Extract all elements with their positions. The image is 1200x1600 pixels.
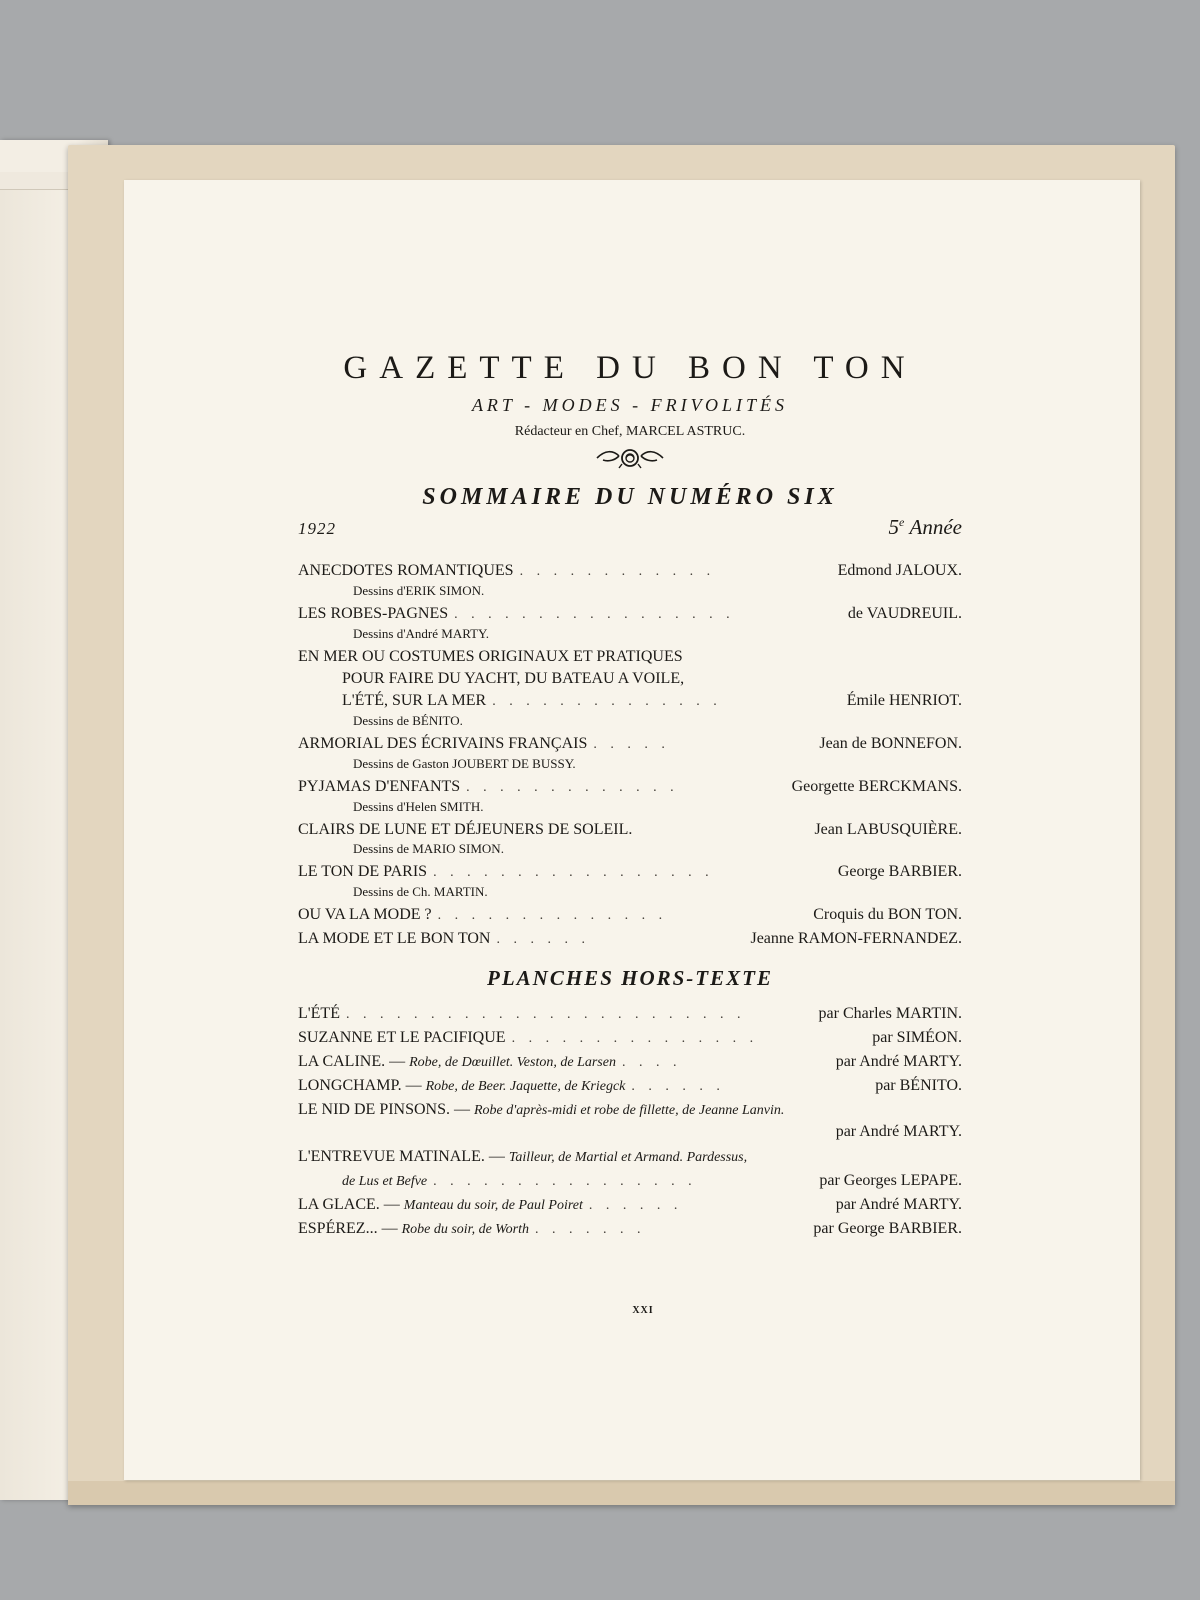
plate-entry xyxy=(298,1051,962,1073)
plate-entry xyxy=(298,1099,962,1121)
plate-title: L'ÉTÉ xyxy=(298,1005,340,1022)
year-row xyxy=(298,515,962,540)
plate-description: Manteau du soir, de Paul Poiret xyxy=(403,1198,583,1213)
plate-description: Robe du soir, de Worth xyxy=(401,1222,529,1237)
plate-description: Robe, de Beer. Jaquette, de Kriegck xyxy=(425,1079,626,1094)
toc-leader: . . . . . . xyxy=(496,932,590,947)
rose-fleuron-icon xyxy=(298,446,962,472)
plate-title-group xyxy=(298,1099,784,1121)
toc-leader: . . . . . xyxy=(593,737,670,752)
toc-title: OU VA LA MODE ? xyxy=(298,906,432,923)
toc-author: Émile HENRIOT. xyxy=(846,692,962,709)
plate-title-group xyxy=(298,1075,625,1097)
toc-title: CLAIRS DE LUNE ET DÉJEUNERS DE SOLEIL. xyxy=(298,821,633,838)
editor-line: Rédacteur en Chef, MARCEL ASTRUC. xyxy=(514,424,746,439)
annee-number: 5 xyxy=(888,515,899,539)
toc-title: L'ÉTÉ, SUR LA MER xyxy=(342,692,487,709)
plate-entry xyxy=(298,1194,962,1216)
toc-leader: . . . . . . . . . . . . . . . . . xyxy=(433,865,714,880)
toc-entry xyxy=(298,928,962,950)
toc-illustrator: Dessins de BÉNITO. xyxy=(353,713,463,728)
toc-leader: . . . . . . . . . . . . . . xyxy=(437,908,668,923)
toc-leader: . . . . . . . . . . . . . . xyxy=(492,694,722,709)
toc-illustrator: Dessins de MARIO SIMON. xyxy=(353,841,504,856)
toc-entry xyxy=(298,603,962,625)
plate-entry xyxy=(298,1075,962,1097)
toc-author: Croquis du BON TON. xyxy=(813,906,962,923)
plate-title: LA CALINE. — xyxy=(298,1053,406,1070)
toc-entry xyxy=(298,733,962,755)
plate-leader: . . . . . . . xyxy=(535,1222,646,1237)
toc-title: LE TON DE PARIS xyxy=(298,863,428,880)
plate-artist: par George BARBIER. xyxy=(813,1220,962,1237)
toc-illustrator: Dessins d'André MARTY. xyxy=(353,626,490,641)
plate-description: Robe, de Dœuillet. Veston, de Larsen xyxy=(409,1055,616,1070)
plate-artist: par BÉNITO. xyxy=(875,1077,962,1094)
page-content xyxy=(298,345,962,1240)
plates-list xyxy=(298,1003,962,1240)
plate-title: ESPÉREZ... — xyxy=(298,1220,398,1237)
annee-superscript: e xyxy=(898,515,905,529)
plate-leader: . . . . . . xyxy=(631,1079,725,1094)
plate-leader: . . . . . . xyxy=(588,1198,683,1213)
plate-description: de Lus et Befve xyxy=(342,1174,428,1189)
plate-entry xyxy=(298,1003,962,1025)
plate-title-group xyxy=(298,1146,747,1168)
plate-description: Robe d'après-midi et robe de fillette, de Jeanne Lanvin. xyxy=(474,1103,785,1118)
plate-leader: . . . . . . . . . . . . . . . xyxy=(511,1031,759,1046)
plate-title: L'ENTREVUE MATINALE. — xyxy=(298,1148,505,1165)
page-tab-lower xyxy=(0,172,78,190)
plate-artist: par Charles MARTIN. xyxy=(818,1005,962,1022)
toc-title: ANECDOTES ROMANTIQUES xyxy=(298,562,514,579)
year-label: 1922 xyxy=(298,519,336,538)
plate-leader: . . . . xyxy=(621,1055,682,1070)
toc-title: LES ROBES-PAGNES xyxy=(298,605,449,622)
masthead-subtitle: ART - MODES - FRIVOLITÉS xyxy=(471,395,789,415)
toc-illustrator: Dessins d'Helen SMITH. xyxy=(353,799,484,814)
plate-artist: par SIMÉON. xyxy=(872,1029,962,1046)
toc-leader: . . . . . . . . . . . . . . . . . xyxy=(454,607,735,622)
plate-description: Tailleur, de Martial et Armand. Pardessus, xyxy=(508,1150,748,1165)
annee-label xyxy=(888,515,962,540)
plate-title: LONGCHAMP. — xyxy=(298,1077,422,1094)
toc-entry xyxy=(298,861,962,883)
plate-artist: par Georges LEPAPE. xyxy=(819,1172,962,1189)
table-of-contents xyxy=(298,560,962,950)
plate-artist: par André MARTY. xyxy=(835,1196,962,1213)
toc-title-line: POUR FAIRE DU YACHT, DU BATEAU A VOILE, xyxy=(342,670,685,687)
toc-author: Edmond JALOUX. xyxy=(837,562,962,579)
toc-title: PYJAMAS D'ENFANTS xyxy=(298,778,461,795)
plate-title: LE NID DE PINSONS. — xyxy=(298,1101,470,1118)
plate-title-group xyxy=(298,1218,529,1240)
sommaire-heading: SOMMAIRE DU NUMÉRO SIX xyxy=(422,484,838,510)
planches-heading: PLANCHES HORS-TEXTE xyxy=(487,966,773,990)
plate-leader: . . . . . . . . . . . . . . . . . . . . . . . . xyxy=(345,1007,746,1022)
toc-author: Jeanne RAMON-FERNANDEZ. xyxy=(750,930,962,947)
plate-title-group xyxy=(298,1194,583,1216)
plate-leader: . . . . . . . . . . . . . . . . xyxy=(433,1174,697,1189)
toc-title-line: EN MER OU COSTUMES ORIGINAUX ET PRATIQUES xyxy=(298,648,683,665)
annee-word: Année xyxy=(909,515,962,539)
toc-title: ARMORIAL DES ÉCRIVAINS FRANÇAIS xyxy=(298,735,588,752)
plate-title: SUZANNE ET LE PACIFIQUE xyxy=(298,1029,506,1046)
toc-author: de VAUDREUIL. xyxy=(847,605,962,622)
toc-entry xyxy=(298,560,962,582)
toc-leader: . . . . . . . . . . . . . xyxy=(466,780,679,795)
toc-author: George BARBIER. xyxy=(837,863,962,880)
plate-title-group xyxy=(342,1170,427,1192)
plate-entry xyxy=(298,1146,962,1168)
toc-entry xyxy=(298,819,962,840)
plate-title-group xyxy=(298,1051,616,1073)
toc-author: Jean LABUSQUIÈRE. xyxy=(814,821,962,838)
plate-entry-continued xyxy=(298,1170,962,1192)
toc-author: Jean de BONNEFON. xyxy=(819,735,962,752)
page-number: XXI xyxy=(632,1305,654,1316)
toc-entry xyxy=(298,690,962,712)
toc-author: Georgette BERCKMANS. xyxy=(791,778,962,795)
toc-illustrator: Dessins de Gaston JOUBERT DE BUSSY. xyxy=(353,756,576,771)
plate-artist: par André MARTY. xyxy=(835,1123,962,1140)
masthead-title: GAZETTE DU BON TON xyxy=(343,350,917,386)
toc-illustrator: Dessins d'ERIK SIMON. xyxy=(353,583,485,598)
toc-leader: . . . . . . . . . . . . xyxy=(519,564,716,579)
plate-entry xyxy=(298,1218,962,1240)
toc-title: LA MODE ET LE BON TON xyxy=(298,930,491,947)
plate-entry xyxy=(298,1027,962,1049)
plate-artist: par André MARTY. xyxy=(835,1053,962,1070)
toc-entry xyxy=(298,776,962,798)
plate-title: LA GLACE. — xyxy=(298,1196,400,1213)
toc-entry xyxy=(298,904,962,926)
toc-illustrator: Dessins de Ch. MARTIN. xyxy=(353,884,488,899)
